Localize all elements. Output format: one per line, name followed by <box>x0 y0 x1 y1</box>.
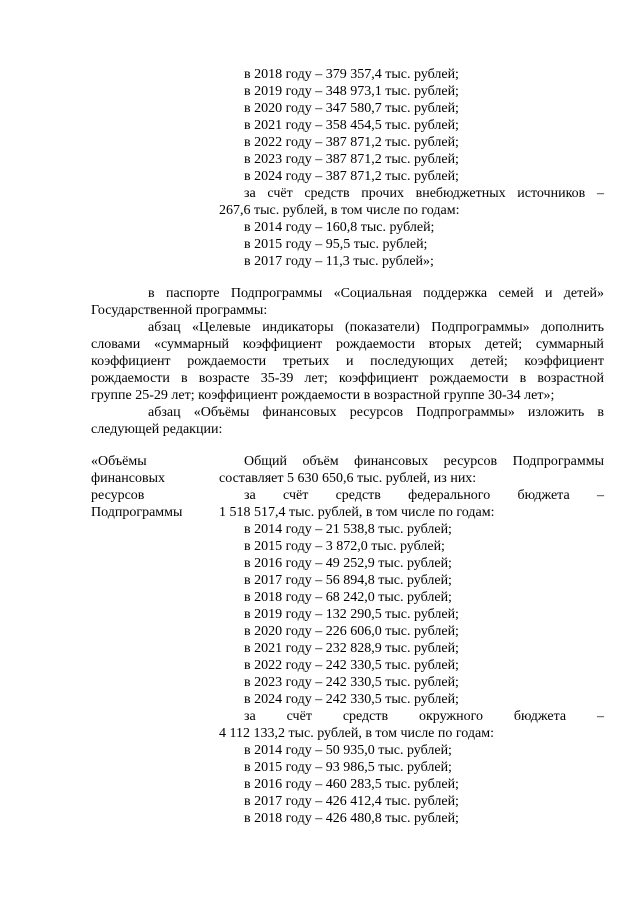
word: ресурсов <box>443 454 498 469</box>
word: дополнить <box>541 320 604 335</box>
indicators-line-5: группе 25-29 лет; коэффициент рождаемости в возрастной группе 30-34 лет»; <box>91 388 555 403</box>
year-line: в 2021 году – 232 828,9 тыс. рублей; <box>244 641 459 656</box>
word: внебюджетных <box>415 186 506 201</box>
volumes-line-2: следующей редакции: <box>91 422 223 437</box>
word: федерального <box>408 488 491 503</box>
word: рождаемости <box>91 371 170 386</box>
word: и <box>544 286 553 301</box>
word: возрасте <box>198 371 250 386</box>
word: коэффициент <box>91 354 171 369</box>
year-line: в 2020 году – 226 606,0 тыс. рублей; <box>244 624 459 639</box>
federal-line-2: 1 518 517,4 тыс. рублей, в том числе по годам: <box>219 505 495 520</box>
word: абзац <box>148 405 181 420</box>
word: – <box>596 709 604 724</box>
indicators-line-3 <box>91 353 604 370</box>
year-line: в 2021 году – 358 454,5 тыс. рублей; <box>244 118 459 133</box>
year-line: в 2018 году – 68 242,0 тыс. рублей; <box>244 590 452 605</box>
year-line: в 2019 году – 132 290,5 тыс. рублей; <box>244 607 459 622</box>
label-line: финансовых <box>91 471 165 486</box>
year-line: в 2017 году – 426 412,4 тыс. рублей; <box>244 794 459 809</box>
word: изложить <box>527 405 585 420</box>
word: (показатели) <box>345 320 420 335</box>
year-line: в 2015 году – 93 986,5 тыс. рублей; <box>244 760 452 775</box>
word: Подпрограммы» <box>416 405 515 420</box>
word: финансовых <box>262 405 337 420</box>
year-line: в 2023 году – 242 330,5 тыс. рублей; <box>244 675 459 690</box>
year-line: в 2022 году – 242 330,5 тыс. рублей; <box>244 658 459 673</box>
year-line: в 2015 году – 95,5 тыс. рублей; <box>244 237 428 252</box>
word: рождаемости <box>429 371 509 386</box>
year-line: в 2016 году – 49 252,9 тыс. рублей; <box>244 556 452 571</box>
year-line: в 2014 году – 50 935,0 тыс. рублей; <box>244 743 452 758</box>
district-line-2: 4 112 133,2 тыс. рублей, в том числе по годам: <box>219 726 494 741</box>
word: финансовых <box>354 454 429 469</box>
word: в <box>148 286 155 301</box>
word: за <box>244 709 256 724</box>
label-line: Подпрограммы <box>91 505 183 520</box>
year-line: в 2018 году – 379 357,4 тыс. рублей; <box>244 67 459 82</box>
label-line: ресурсов <box>91 488 145 503</box>
word: Подпрограммы <box>230 286 323 301</box>
word: в <box>181 371 188 386</box>
indicators-line-1 <box>148 319 604 336</box>
year-line: в 2019 году – 348 973,1 тыс. рублей; <box>244 84 459 99</box>
word: Подпрограммы <box>512 454 604 469</box>
word: детей» <box>563 286 604 301</box>
year-line: в 2014 году – 21 538,8 тыс. рублей; <box>244 522 452 537</box>
word: бюджета <box>517 488 570 503</box>
word: «суммарный <box>153 337 230 352</box>
word: семей <box>498 286 534 301</box>
word: лет; <box>304 371 328 386</box>
total-line-2: составляет 5 630 650,6 тыс. рублей, из них: <box>219 471 477 486</box>
indicators-line-4 <box>91 370 604 387</box>
word: за <box>244 186 256 201</box>
word: «Целевые <box>192 320 251 335</box>
word: возрастной <box>537 371 604 386</box>
word: суммарный <box>535 337 604 352</box>
label-line: «Объёмы <box>91 454 147 469</box>
word: последующих <box>370 354 455 369</box>
word: Подпрограммы» <box>431 320 530 335</box>
year-line: в 2023 году – 387 871,2 тыс. рублей; <box>244 152 459 167</box>
word: коэффициент <box>338 371 419 386</box>
federal-line-1 <box>244 487 604 504</box>
word: поддержка <box>423 286 488 301</box>
word: за <box>244 488 256 503</box>
word: «Социальная <box>333 286 412 301</box>
district-line-1 <box>244 708 604 725</box>
year-line: в 2014 году – 160,8 тыс. рублей; <box>244 220 435 235</box>
word: рождаемости <box>187 354 267 369</box>
word: «Объёмы <box>193 405 250 420</box>
word: словами <box>91 337 141 352</box>
word: средств <box>342 709 389 724</box>
word: ресурсов <box>349 405 404 420</box>
year-line: в 2017 году – 56 894,8 тыс. рублей; <box>244 573 452 588</box>
word: окружного <box>419 709 483 724</box>
word: средств <box>304 186 350 201</box>
year-line: в 2016 году – 460 283,5 тыс. рублей; <box>244 777 459 792</box>
passport-line-1 <box>148 285 604 302</box>
word: вторых <box>428 337 472 352</box>
word: – <box>596 488 604 503</box>
year-line: в 2017 году – 11,3 тыс. рублей»; <box>244 254 434 269</box>
word: рождаемости <box>336 337 415 352</box>
word: бюджета <box>513 709 567 724</box>
word: источников <box>517 186 586 201</box>
other-sources-line <box>244 185 604 202</box>
word: счёт <box>267 186 293 201</box>
word: средств <box>335 488 381 503</box>
other-sources-total: 267,6 тыс. рублей, в том числе по годам: <box>219 203 460 218</box>
volumes-line-1 <box>148 404 604 421</box>
word: объём <box>302 454 339 469</box>
word: Общий <box>244 454 287 469</box>
word: счёт <box>283 488 309 503</box>
word: счёт <box>286 709 312 724</box>
word: прочих <box>361 186 404 201</box>
word: индикаторы <box>262 320 334 335</box>
word: детей; <box>470 354 508 369</box>
total-line-1 <box>244 453 604 470</box>
word: 35-39 <box>260 371 294 386</box>
word: коэффициент <box>242 337 323 352</box>
indicators-line-2 <box>91 336 604 353</box>
word: детей; <box>485 337 523 352</box>
year-line: в 2015 году – 3 872,0 тыс. рублей; <box>244 539 445 554</box>
word: в <box>597 405 604 420</box>
year-line: в 2022 году – 387 871,2 тыс. рублей; <box>244 135 459 150</box>
passport-line-2: Государственной программы: <box>91 303 268 318</box>
word: в <box>519 371 527 386</box>
word: – <box>596 186 604 201</box>
word: третьих <box>282 354 330 369</box>
year-line: в 2024 году – 242 330,5 тыс. рублей; <box>244 692 459 707</box>
word: коэффициент <box>524 354 604 369</box>
word: абзац <box>148 320 181 335</box>
year-line: в 2018 году – 426 480,8 тыс. рублей; <box>244 811 459 826</box>
year-line: в 2024 году – 387 871,2 тыс. рублей; <box>244 169 459 184</box>
word: и <box>345 354 354 369</box>
year-line: в 2020 году – 347 580,7 тыс. рублей; <box>244 101 459 116</box>
word: паспорте <box>165 286 220 301</box>
